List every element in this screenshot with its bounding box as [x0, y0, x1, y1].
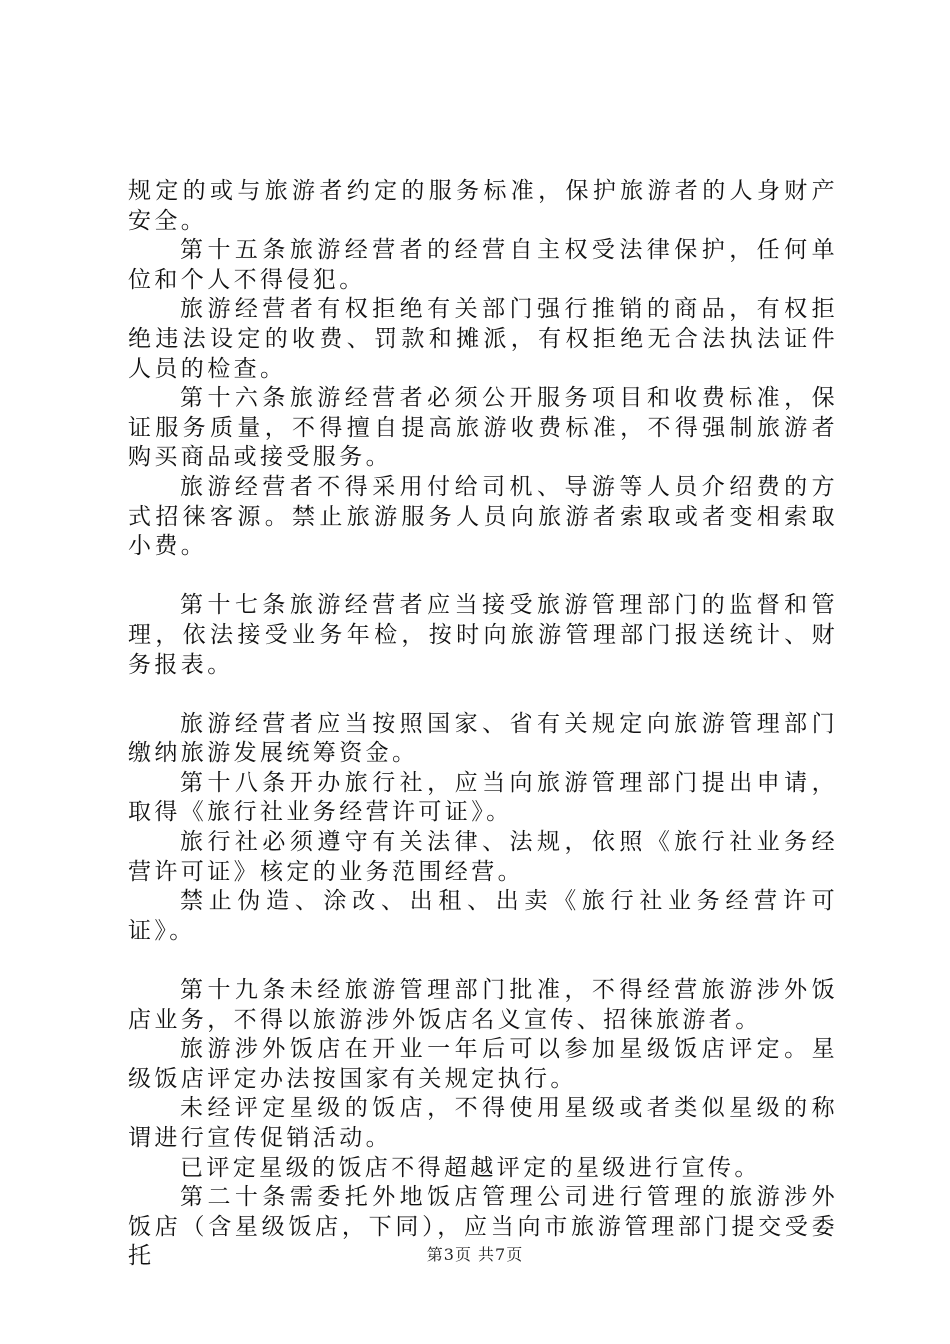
paragraph: 旅游经营者有权拒绝有关部门强行推销的商品，有权拒绝违法设定的收费、罚款和摊派，有权拒绝无合法执法证件人员的检查。: [128, 296, 838, 382]
paragraph: 规定的或与旅游者约定的服务标准，保护旅游者的人身财产安全。: [128, 178, 838, 234]
document-body: [128, 177, 838, 1272]
paragraph: 第十六条旅游经营者必须公开服务项目和收费标准，保证服务质量，不得擅自提高旅游收费标准，不得强制旅游者购买商品或接受服务。: [128, 385, 838, 471]
paragraph: 旅游经营者应当按照国家、省有关规定向旅游管理部门缴纳旅游发展统筹资金。: [128, 710, 838, 767]
paragraph: 第十九条未经旅游管理部门批准，不得经营旅游涉外饭店业务，不得以旅游涉外饭店名义宣传、招徕旅游者。: [128, 977, 838, 1033]
paragraph: 第十七条旅游经营者应当接受旅游管理部门的监督和管理，依法接受业务年检，按时向旅游管理部门报送统计、财务报表。: [128, 592, 838, 678]
paragraph: 旅游涉外饭店在开业一年后可以参加星级饭店评定。星级饭店评定办法按国家有关规定执行。: [128, 1036, 838, 1092]
paragraph: 第十五条旅游经营者的经营自主权受法律保护，任何单位和个人不得侵犯。: [128, 237, 838, 293]
paragraph: 旅游经营者不得采用付给司机、导游等人员介绍费的方式招徕客源。禁止旅游服务人员向旅游者索取或者变相索取小费。: [128, 473, 838, 560]
paragraph: 第二十条需委托外地饭店管理公司进行管理的旅游涉外饭店（含星级饭店，下同），应当向市旅游管理部门提交受委托: [128, 1184, 838, 1270]
paragraph: 未经评定星级的饭店，不得使用星级或者类似星级的称谓进行宣传促销活动。: [128, 1095, 838, 1151]
paragraph: 已评定星级的饭店不得超越评定的星级进行宣传。: [180, 1154, 761, 1181]
page-number-footer: 第3页 共7页: [426, 1245, 524, 1264]
paragraph: 禁止伪造、涂改、出租、出卖《旅行社业务经营许可证》。: [128, 888, 838, 944]
paragraph: 第十八条开办旅行社，应当向旅游管理部门提出申请，取得《旅行社业务经营许可证》。: [128, 769, 838, 826]
paragraph: 旅行社必须遵守有关法律、法规，依照《旅行社业务经营许可证》核定的业务范围经营。: [128, 829, 838, 885]
